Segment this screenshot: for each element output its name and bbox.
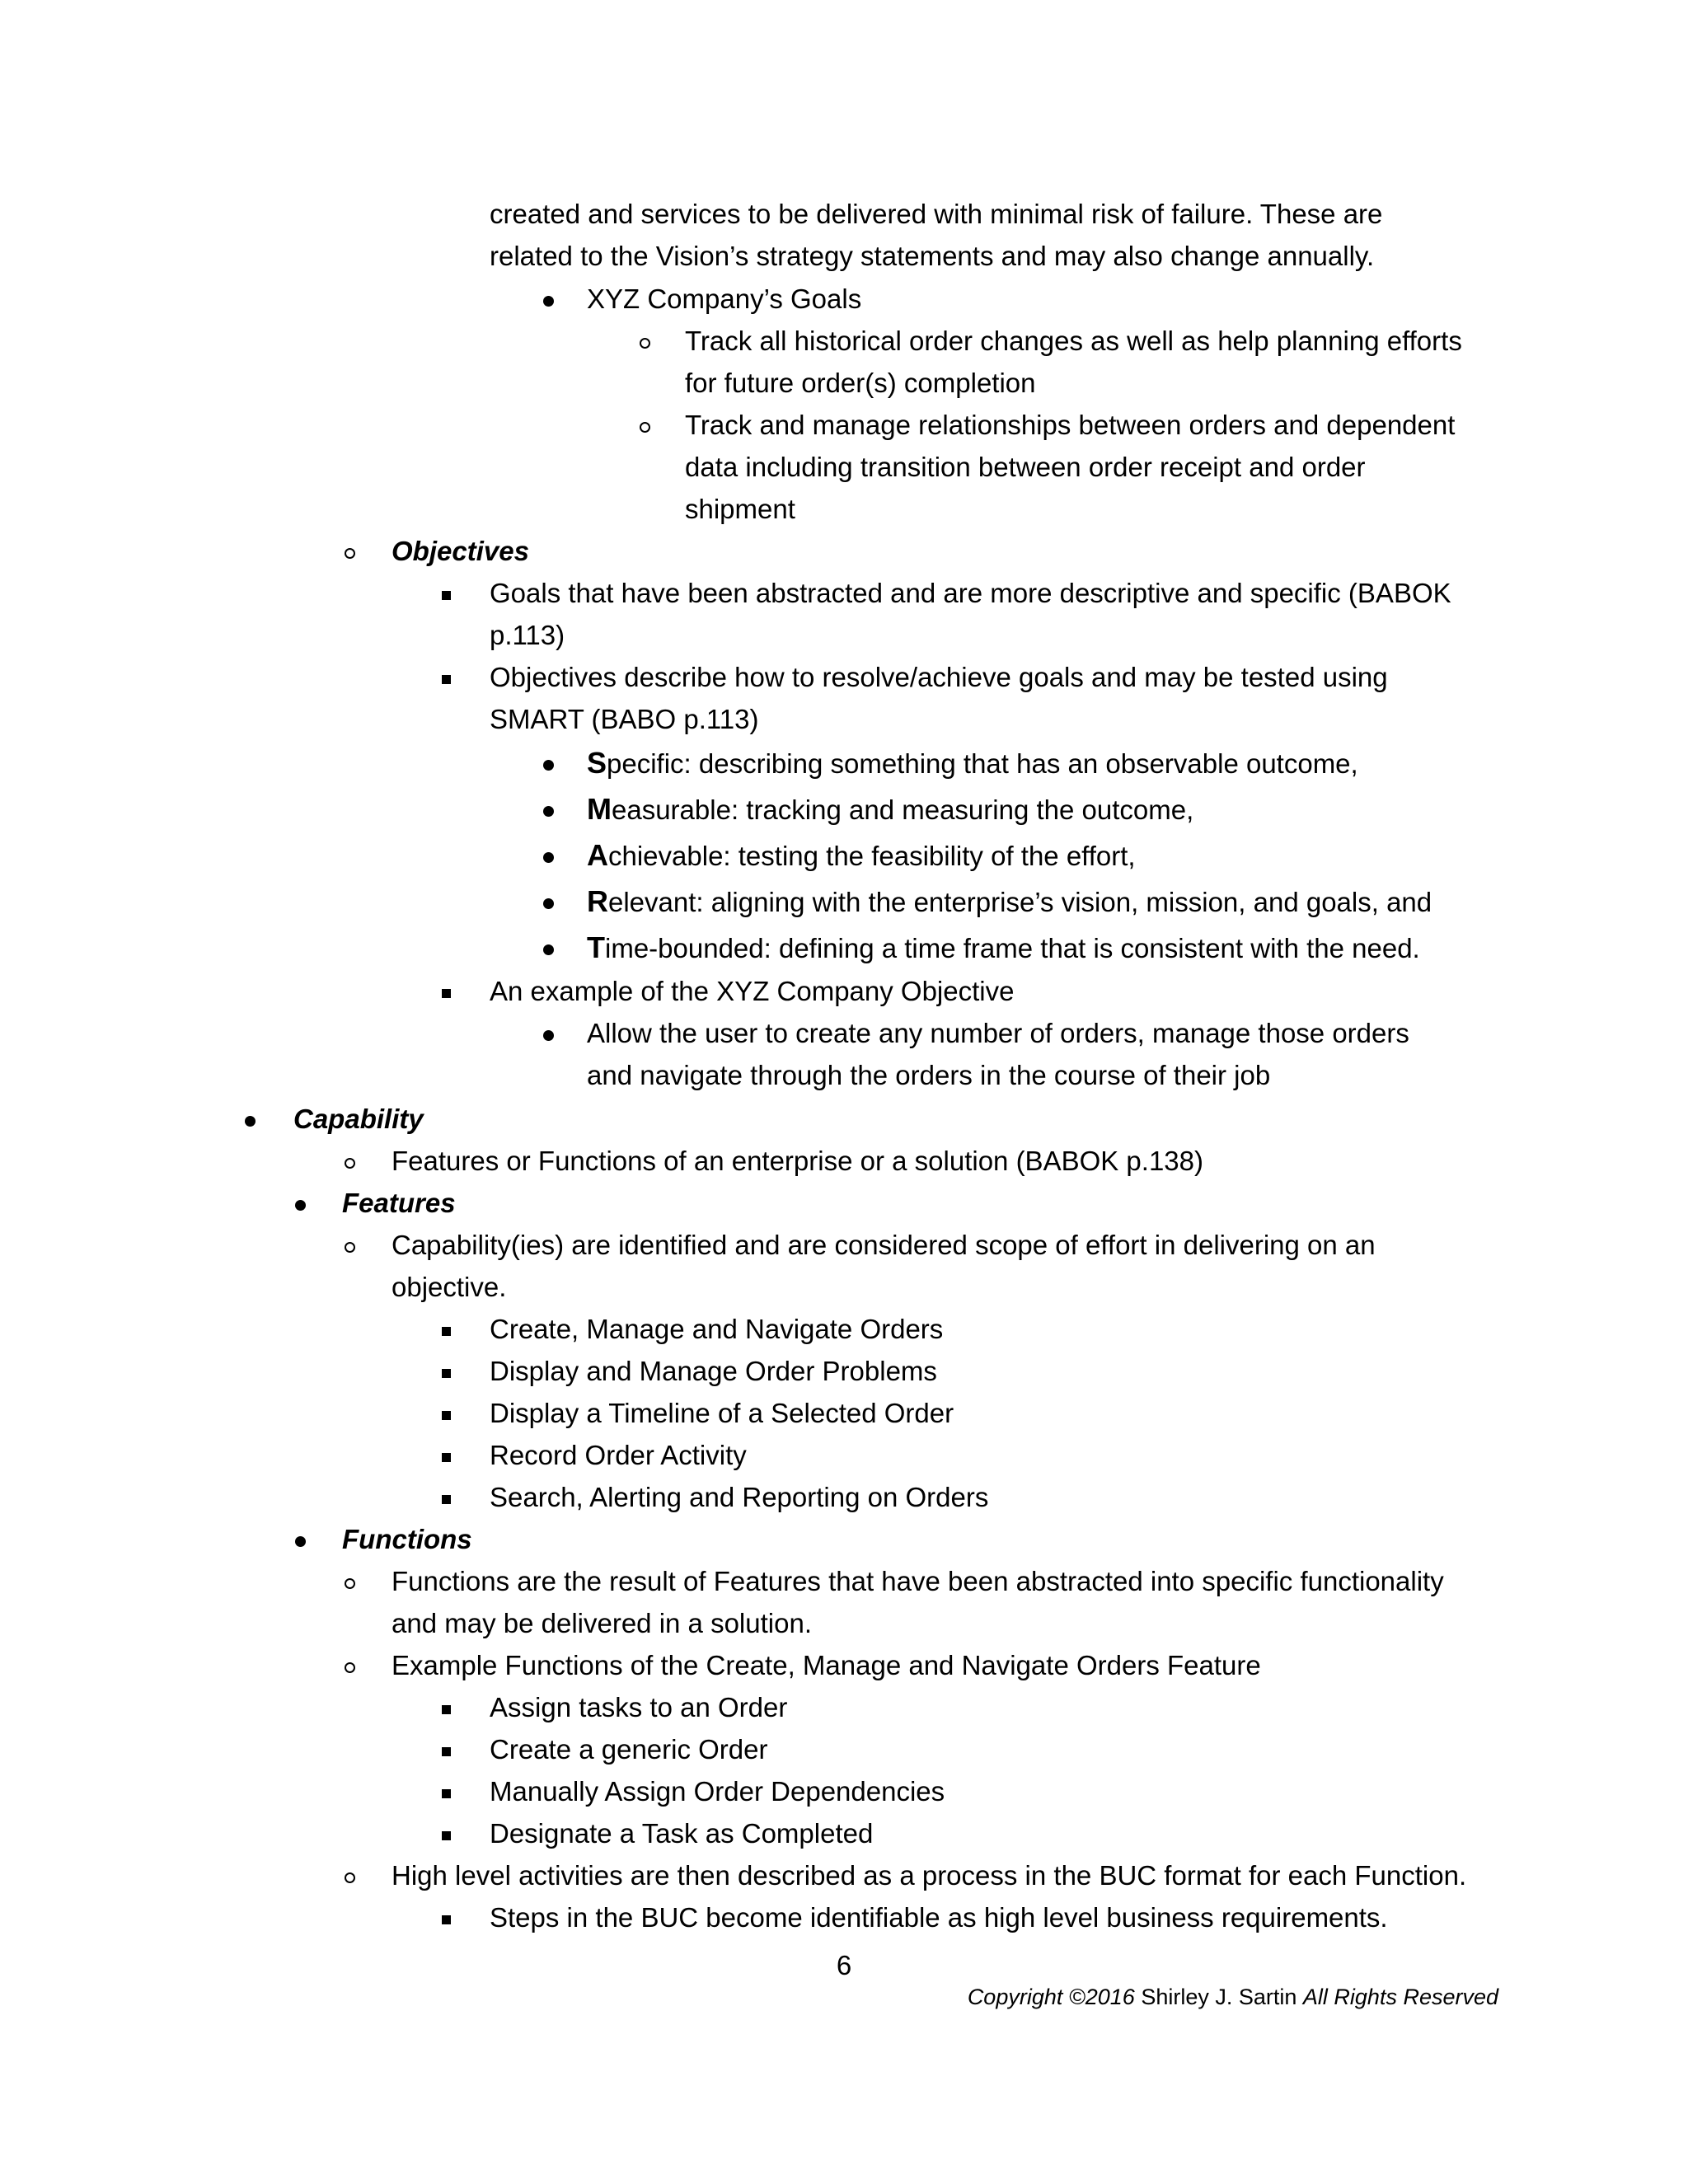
bullet-circle-icon xyxy=(345,1143,355,1179)
intro-line: created and services to be delivered with minimal risk of failure. These are xyxy=(490,199,1383,229)
list-item: Track all historical order changes as well as help planning efforts xyxy=(685,326,1462,356)
bullet-dot-icon xyxy=(543,281,554,317)
list-item: Assign tasks to an Order xyxy=(490,1692,788,1722)
objectives-heading: Objectives xyxy=(392,536,529,566)
capability-description: Features or Functions of an enterprise or a solution (BABOK p.138) xyxy=(392,1146,1204,1176)
functions-heading: Functions xyxy=(342,1524,472,1554)
buc-description: High level activities are then described as a process in the BUC format for each Function. xyxy=(392,1860,1467,1891)
bullet-circle-icon xyxy=(345,1647,355,1684)
bullet-square-icon xyxy=(442,659,451,696)
bullet-dot-icon xyxy=(543,837,554,874)
bullet-dot-icon xyxy=(543,1015,554,1052)
smart-item-measurable: Measurable: tracking and measuring the outcome, xyxy=(587,792,1194,826)
features-description: objective. xyxy=(392,1272,507,1302)
bullet-circle-icon xyxy=(345,1563,355,1600)
list-item: Create a generic Order xyxy=(490,1734,768,1765)
bullet-dot-icon xyxy=(245,1101,256,1137)
bullet-square-icon xyxy=(442,1900,451,1936)
bullet-square-icon xyxy=(442,1690,451,1726)
bullet-circle-icon xyxy=(345,1227,355,1263)
bullet-dot-icon xyxy=(295,1185,306,1221)
list-item: SMART (BABO p.113) xyxy=(490,704,759,734)
bullet-square-icon xyxy=(442,973,451,1010)
features-heading: Features xyxy=(342,1188,456,1218)
bullet-circle-icon xyxy=(640,323,650,359)
list-item: p.113) xyxy=(490,620,565,650)
bullet-square-icon xyxy=(442,1353,451,1390)
functions-description: Functions are the result of Features that have been abstracted into specific functionality xyxy=(392,1566,1444,1596)
list-item: Search, Alerting and Reporting on Orders xyxy=(490,1482,989,1512)
list-item: Designate a Task as Completed xyxy=(490,1818,874,1849)
bullet-dot-icon xyxy=(543,791,554,827)
list-item: data including transition between order receipt and order xyxy=(685,452,1366,482)
bullet-circle-icon xyxy=(345,1858,355,1894)
bullet-square-icon xyxy=(442,1311,451,1347)
bullet-dot-icon xyxy=(295,1521,306,1558)
functions-description: and may be delivered in a solution. xyxy=(392,1608,812,1638)
bullet-circle-icon xyxy=(640,407,650,443)
bullet-circle-icon xyxy=(345,533,355,569)
page-number: 6 xyxy=(836,1950,852,1980)
list-item: Allow the user to create any number of orders, manage those orders xyxy=(587,1018,1409,1048)
list-item: Steps in the BUC become identifiable as high level business requirements. xyxy=(490,1902,1388,1933)
list-item: and navigate through the orders in the course of their job xyxy=(587,1060,1271,1090)
smart-item-achievable: Achievable: testing the feasibility of the effort, xyxy=(587,838,1136,872)
bullet-square-icon xyxy=(442,1816,451,1852)
bullet-square-icon xyxy=(442,1774,451,1810)
smart-item-time-bounded: Time-bounded: defining a time frame that is consistent with the need. xyxy=(587,930,1420,964)
intro-line: related to the Vision’s strategy statements and may also change annually. xyxy=(490,241,1375,271)
list-item: shipment xyxy=(685,494,795,524)
list-item: Objectives describe how to resolve/achieve goals and may be tested using xyxy=(490,662,1388,692)
bullet-square-icon xyxy=(442,575,451,612)
bullet-dot-icon xyxy=(543,883,554,920)
list-item: Display a Timeline of a Selected Order xyxy=(490,1398,954,1428)
bullet-dot-icon xyxy=(543,930,554,966)
list-item: Record Order Activity xyxy=(490,1440,747,1470)
features-description: Capability(ies) are identified and are considered scope of effort in delivering on an xyxy=(392,1230,1376,1260)
list-item: Goals that have been abstracted and are more descriptive and specific (BABOK xyxy=(490,578,1451,608)
bullet-square-icon xyxy=(442,1437,451,1474)
list-item: for future order(s) completion xyxy=(685,368,1036,398)
bullet-square-icon xyxy=(442,1732,451,1768)
list-item: Create, Manage and Navigate Orders xyxy=(490,1314,944,1344)
copyright-footer: Copyright ©2016 Shirley J. Sartin All Rights Reserved xyxy=(967,1985,1498,2009)
smart-item-specific: Specific: describing something that has an observable outcome, xyxy=(587,746,1358,780)
list-item: Manually Assign Order Dependencies xyxy=(490,1776,945,1807)
bullet-square-icon xyxy=(442,1479,451,1516)
capability-heading: Capability xyxy=(293,1104,424,1134)
smart-item-relevant: Relevant: aligning with the enterprise’s vision, mission, and goals, and xyxy=(587,884,1432,918)
functions-example-heading: Example Functions of the Create, Manage and Navigate Orders Feature xyxy=(392,1650,1261,1680)
list-item: Display and Manage Order Problems xyxy=(490,1356,937,1386)
list-item: Track and manage relationships between orders and dependent xyxy=(685,410,1456,440)
goals-heading: XYZ Company’s Goals xyxy=(587,284,862,314)
bullet-dot-icon xyxy=(543,745,554,781)
bullet-square-icon xyxy=(442,1395,451,1432)
objective-example-heading: An example of the XYZ Company Objective xyxy=(490,976,1015,1006)
